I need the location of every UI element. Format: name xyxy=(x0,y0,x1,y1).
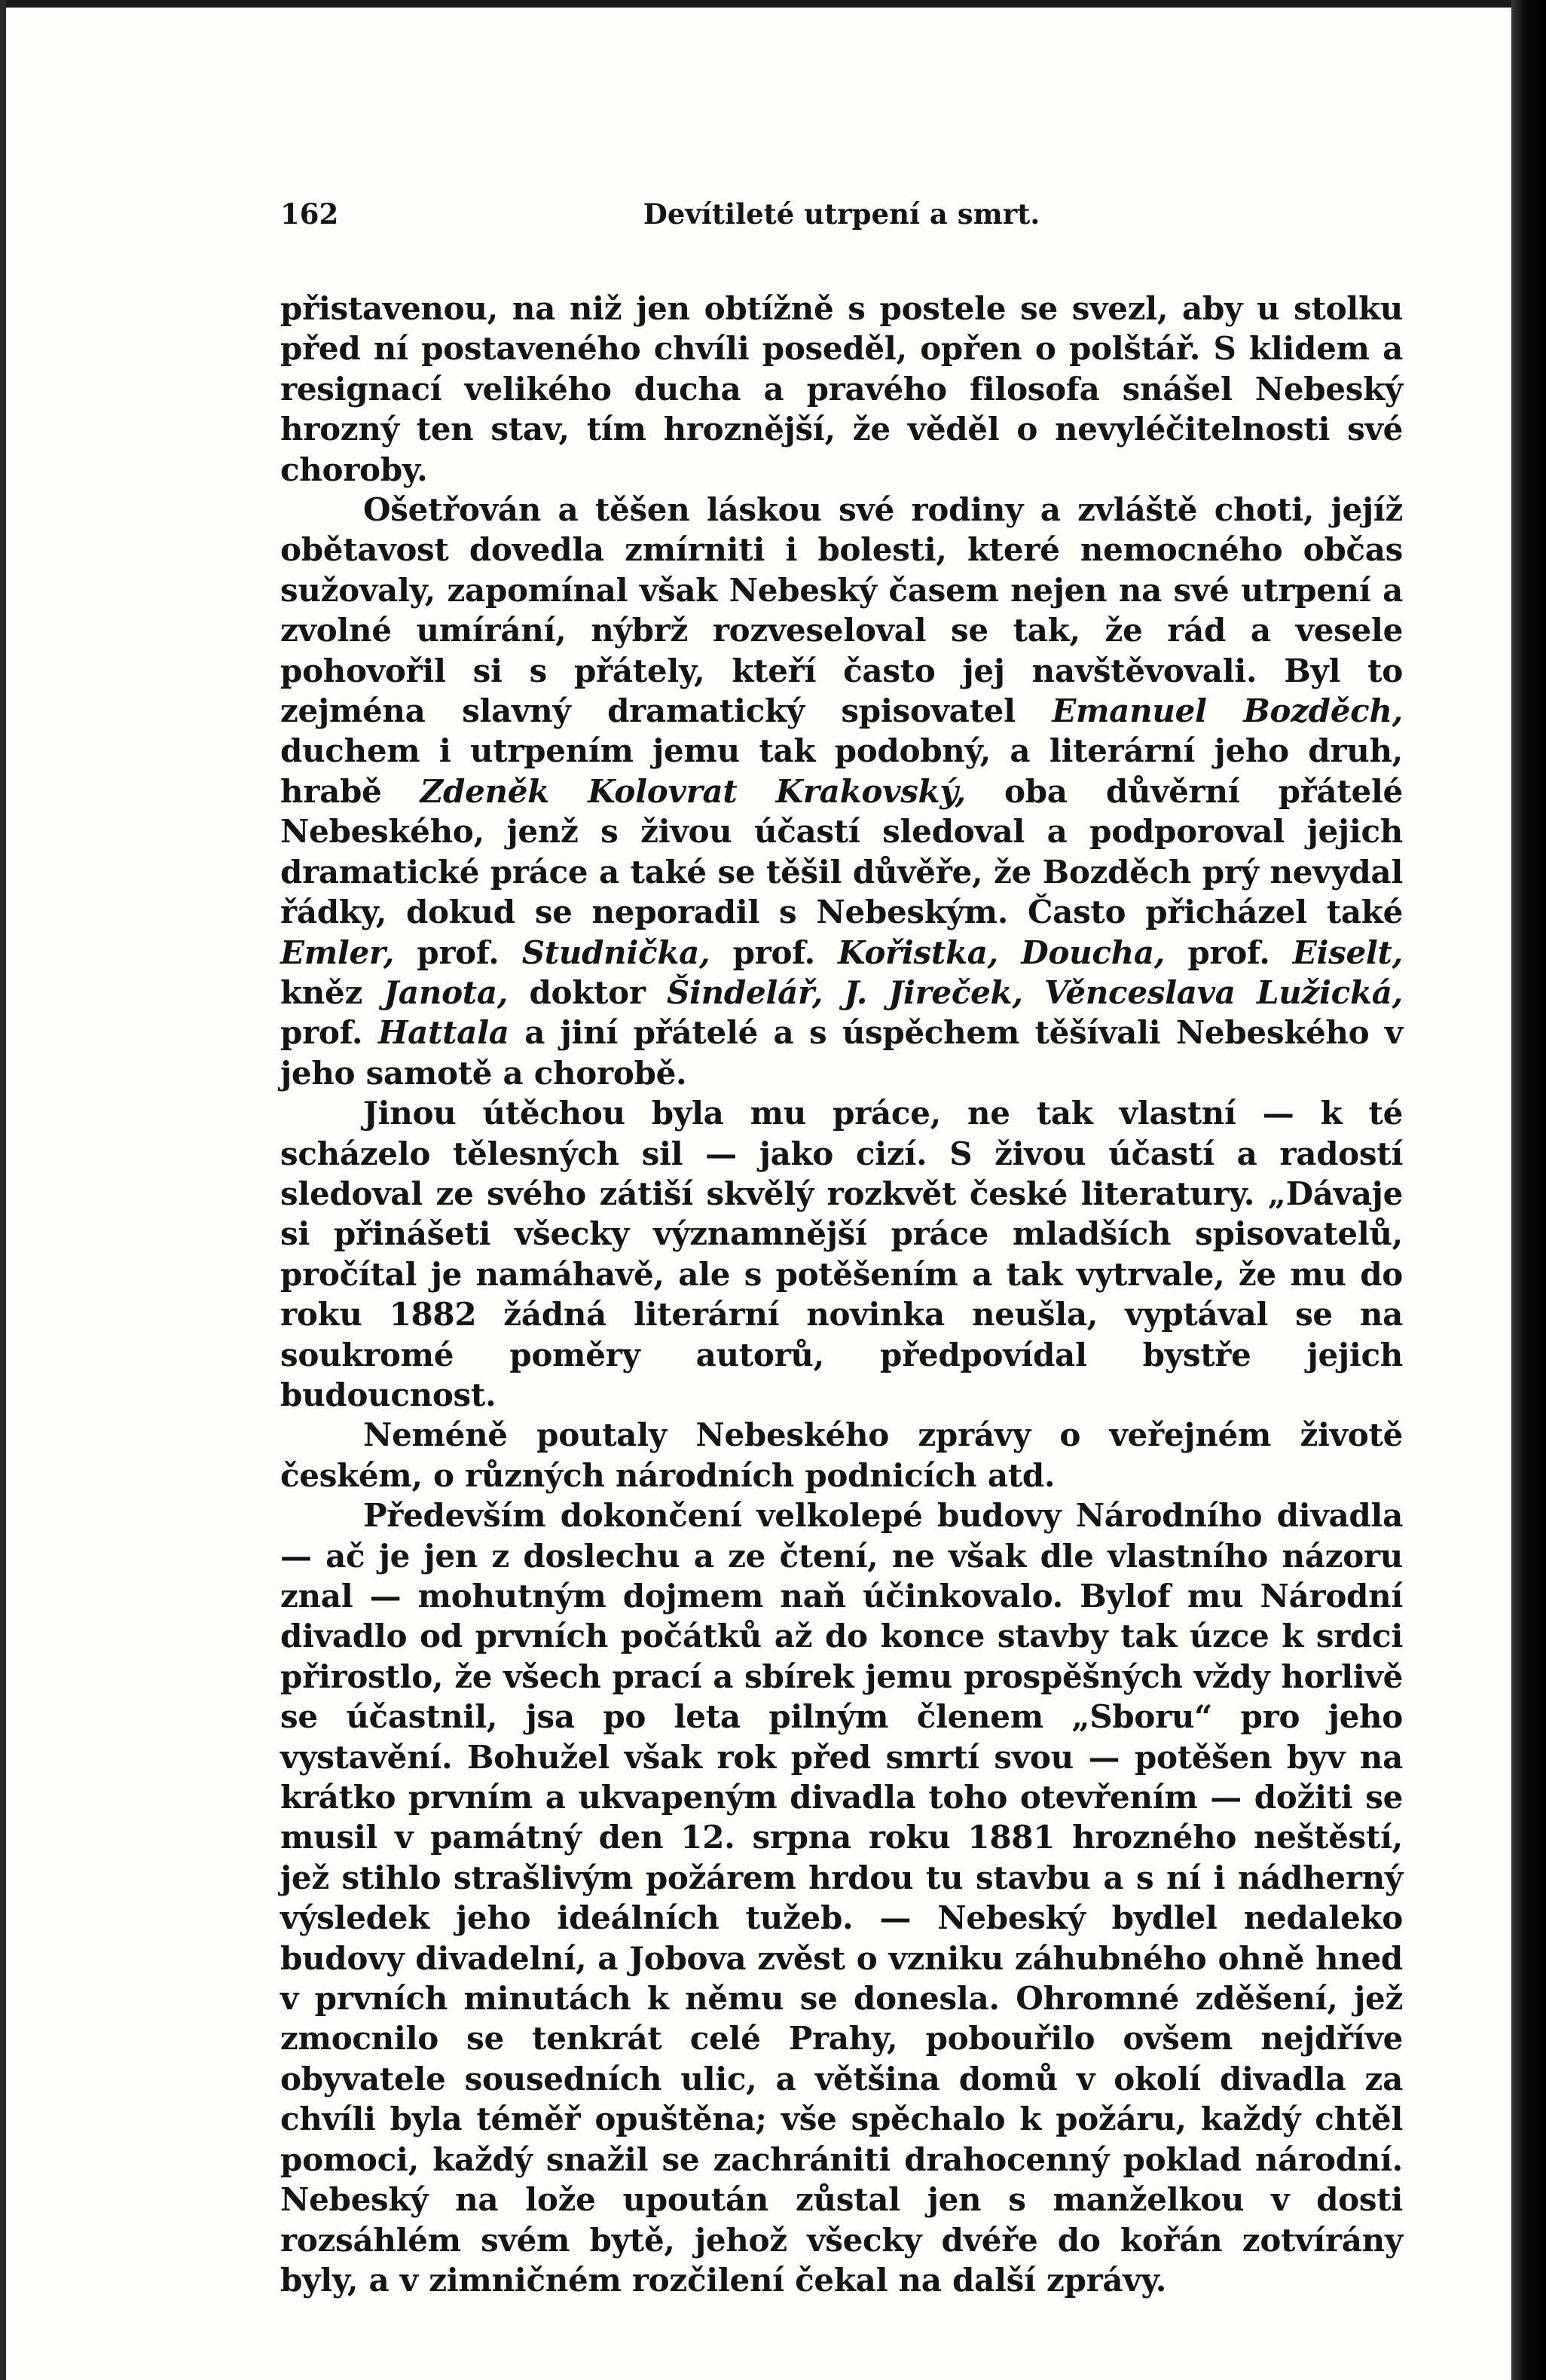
text-segment: Především dokončení velkolepé budovy Národního divadla — ač je jen z doslechu a ze čtení, ne však dle vlastního názoru znal — mohutným dojmem naň účinkovalo. Bylof mu Národní divadlo od prvních počátků až do konce stavby tak úzce k srdci přirostlo, že všech prací a sbírek jemu prospěšných vždy horlivě se účastnil, jsa po leta pilným členem „Sboru“ pro jeho vystavění. Bohužel však rok před smrtí svou — potěšen byv na krátko prvním a ukvapeným divadla toho otevřením — dožiti se musil v památný den 12. srpna roku 1881 hrozného neštěstí, jež stihlo strašlivým požárem hrdou tu stavbu a s ní i nádherný výsledek jeho ideálních tužeb. — Nebeský bydlel nedaleko budovy divadelní, a Jobova zvěst o vzniku záhubného ohně hned v prvních minutách k němu se donesla. Ohromné zděšení, jež zmocnilo se tenkrát celé Prahy, pobouřilo ovšem nejdříve obyvatele sousedních ulic, a většina domů v okolí divadla za chvíli byla téměř opuštěna; vše spěchalo k požáru, každý chtěl pomoci, každý snažil se zachrániti drahocenný poklad národní. Nebeský na lože upoután zůstal jen s manželkou v dosti rozsáhlém svém bytě, jehož všecky dvéře do kořán zotvírány byly, a v zimničném rozčilení čekal na další zprávy. xyxy=(280,1497,1403,2299)
text-segment: doktor xyxy=(508,973,667,1011)
text-segment: oba důvěrní přátelé Nebeského, jenž s živou účastí sledoval a podporoval jejich dramatické práce a také se těšil důvěře, že Bozděch prý nevydal řádky, dokud se neporadil s Nebeským. Často přicházel také xyxy=(280,772,1403,931)
paragraph xyxy=(280,490,1403,1093)
italic-name: Hattala xyxy=(377,1014,509,1052)
text-segment: a jiní přátelé a s úspěchem těšívali Nebeského v jeho samotě a chorobě. xyxy=(280,1014,1403,1092)
text-segment: prof. xyxy=(710,933,839,971)
running-title: Devítileté utrpení a smrt. xyxy=(643,197,1040,231)
body-text xyxy=(280,289,1403,2300)
italic-name: Eiselt, xyxy=(1292,933,1403,971)
scan-border-left xyxy=(0,0,6,2380)
text-segment: Ošetřován a těšen láskou své rodiny a zvláště choti, jejíž obětavost dovedla zmírniti i bolesti, které nemocného občas sužovaly, zapomínal však Nebeský časem nejen na své utrpení a zvolné umírání, nýbrž rozveseloval se tak, že rád a vesele pohovořil si s přátely, kteří často jej navštěvovali. Byl to zejména slavný dramatický spisovatel xyxy=(280,491,1403,730)
scan-border-top xyxy=(0,0,1546,8)
text-segment: kněz xyxy=(280,973,384,1011)
text-segment: duchem i utrpením jemu tak podobný, a literární jeho druh, hrabě xyxy=(280,732,1403,810)
text-segment: prof. xyxy=(280,1014,378,1052)
text-segment: Neméně poutaly Nebeského zprávy o veřejném životě českém, o různých národních podnicích atd. xyxy=(280,1416,1403,1494)
text-segment: přistavenou, na niž jen obtížně s postele se svezl, aby u stolku před ní postaveného chvíli poseděl, opřen o polštář. S klidem a resignací velikého ducha a pravého filosofa snášel Nebeský hrozný ten stav, tím hroznější, že věděl o nevyléčitelnosti své choroby. xyxy=(280,290,1403,488)
paragraph xyxy=(280,289,1403,490)
italic-name: Zdeněk Kolovrat Krakovský, xyxy=(420,772,966,810)
page-number: 162 xyxy=(280,197,339,231)
page-header xyxy=(280,197,1403,243)
text-segment: prof. xyxy=(394,933,522,971)
text-segment: prof. xyxy=(1165,933,1293,971)
scan-border-right xyxy=(1511,0,1546,2380)
italic-name: Emanuel Bozděch, xyxy=(1052,692,1403,730)
italic-name: Šindelář, J. Jireček, Věnceslava Lužická, xyxy=(667,973,1403,1011)
italic-name: Kořistka, Doucha, xyxy=(838,933,1166,971)
text-segment: Jinou útěchou byla mu práce, ne tak vlastní — k té scházelo tělesných sil — jako cizí. S živou účastí a radostí sledoval ze svého zátiší skvělý rozkvět české literatury. „Dávaje si přinášeti všecky významnější práce mladších spisovatelů, pročítal je namáhavě, ale s potěšením a tak vytrvale, že mu do roku 1882 žádná literární novinka neušla, vyptával se na soukromé poměry autorů, předpovídal bystře jejich budoucnost. xyxy=(280,1095,1403,1413)
italic-name: Janota, xyxy=(383,973,509,1011)
italic-name: Emler, xyxy=(280,933,395,971)
paragraph xyxy=(280,1415,1403,1496)
paragraph xyxy=(280,1496,1403,2300)
paragraph xyxy=(280,1093,1403,1415)
italic-name: Studnička, xyxy=(521,933,710,971)
